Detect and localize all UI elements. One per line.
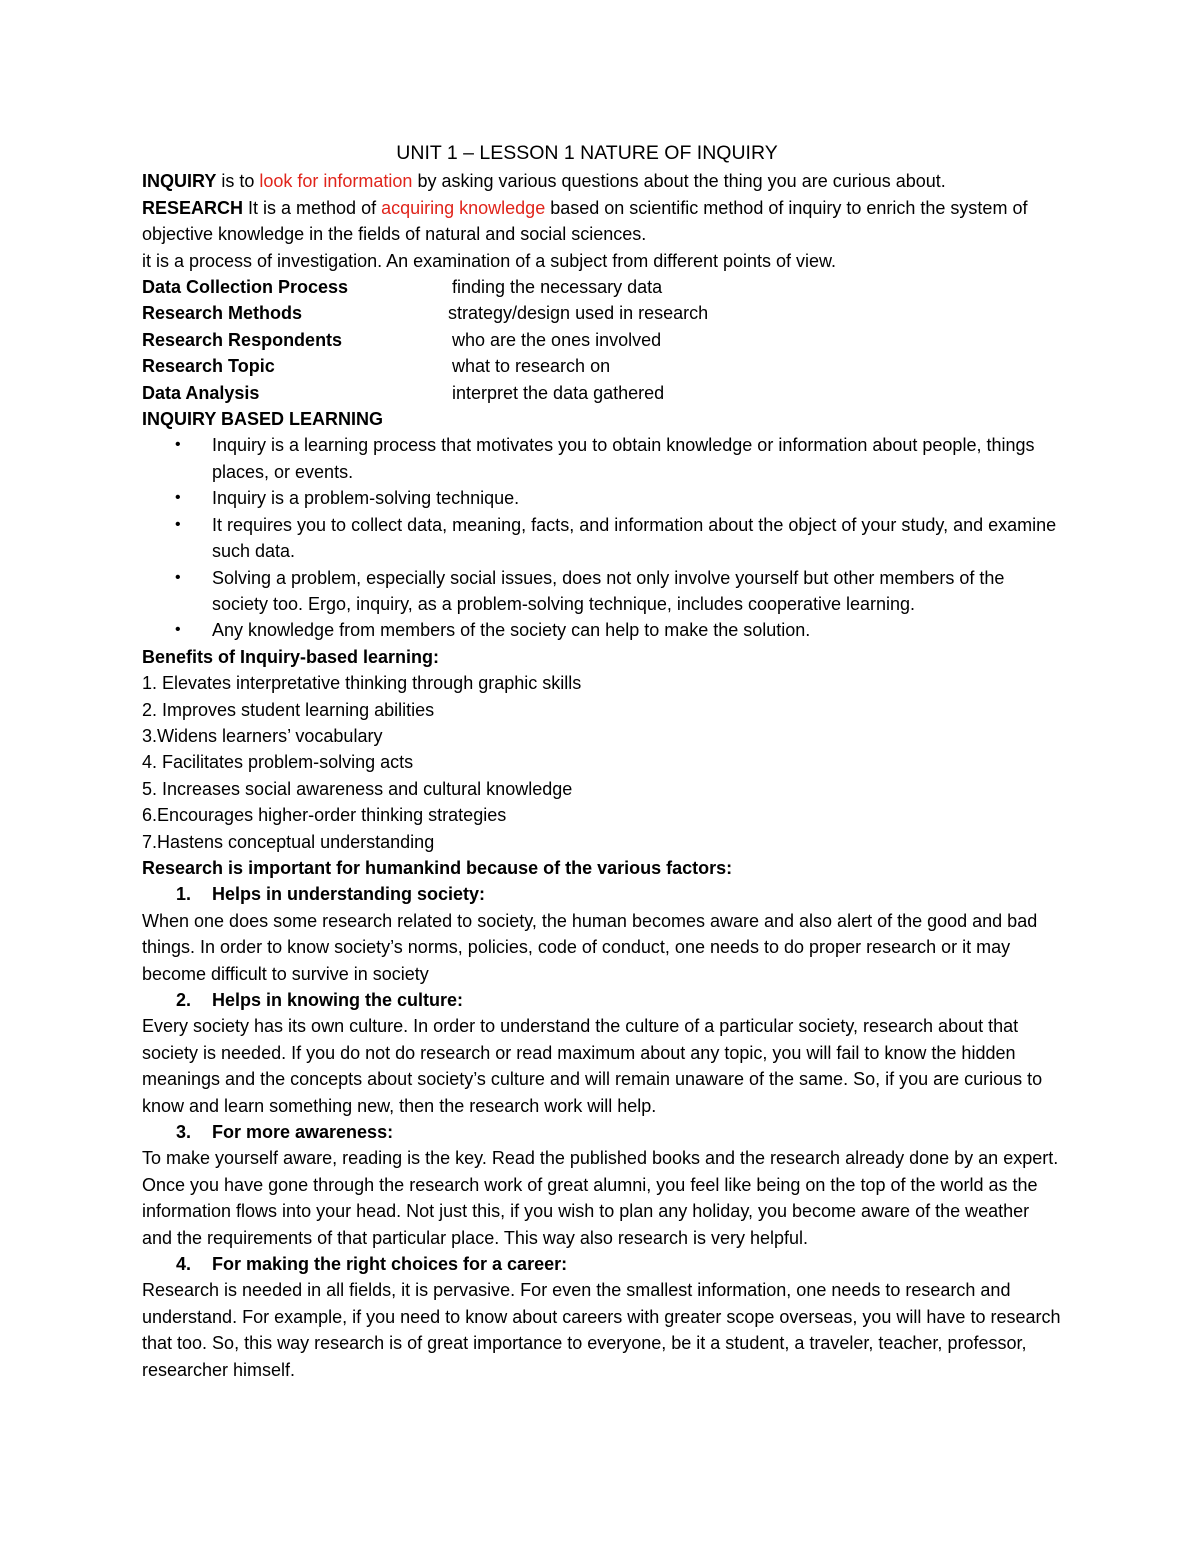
list-item: [142, 432, 1062, 485]
inquiry-highlight: look for information: [259, 171, 413, 192]
bullet-icon: •: [175, 515, 181, 533]
ibl-bullet-list: [142, 432, 1062, 643]
factor-heading: [142, 881, 1062, 907]
factor-number: 2.: [176, 990, 192, 1010]
list-item: 5. Increases social awareness and cultural knowledge: [142, 778, 573, 799]
term-definition: who are the ones involved: [452, 329, 662, 350]
factor-heading: [142, 1119, 1062, 1145]
term-row: [142, 274, 1062, 300]
ibl-heading: INQUIRY BASED LEARNING: [142, 409, 384, 430]
term-definition: interpret the data gathered: [452, 382, 665, 403]
term-name: Data Analysis: [142, 382, 260, 403]
bullet-icon: •: [175, 621, 181, 639]
term-definition: strategy/design used in research: [448, 303, 709, 324]
bullet-text: Solving a problem, especially social issues, does not only involve yourself but other members of the society too. Ergo, inquiry, as a problem-solving technique, includes cooperative learning.: [212, 567, 1005, 614]
term-name: Research Respondents: [142, 329, 343, 350]
term-row: [142, 327, 1062, 353]
bullet-icon: •: [175, 568, 181, 586]
factor-title: For making the right choices for a career:: [212, 1254, 568, 1275]
term-row: [142, 300, 1062, 326]
factor-text: When one does some research related to society, the human becomes aware and also alert of the good and bad things. In order to know society’s norms, policies, code of conduct, one needs to do proper research or it may become difficult to survive in society: [142, 910, 1038, 984]
bullet-text: It requires you to collect data, meaning, facts, and information about the object of your study, and examine such data.: [212, 514, 1057, 562]
term-row: [142, 353, 1062, 379]
factor-heading: [142, 987, 1062, 1013]
list-item: 3.Widens learners’ vocabulary: [142, 725, 383, 746]
factor-text: Research is needed in all fields, it is pervasive. For even the smallest information, one needs to research and understand. For example, if you need to know about careers with greater scope overseas, you will have to research that too. So, this way research is of great importance to everyone, be it a student, a traveler, teacher, professor, researcher himself.: [142, 1280, 1061, 1380]
research-line2: it is a process of investigation. An examination of a subject from different points of view.: [142, 250, 837, 271]
term-name: Data Collection Process: [142, 277, 349, 298]
page-title: UNIT 1 – LESSON 1 NATURE OF INQUIRY: [396, 142, 778, 164]
inquiry-pre: is to: [216, 171, 260, 192]
list-item: [142, 485, 1062, 511]
list-item: [142, 512, 1062, 565]
factor-title: Helps in understanding society:: [212, 884, 486, 905]
list-item: 7.Hastens conceptual understanding: [142, 831, 435, 852]
factor-title: Helps in knowing the culture:: [212, 990, 464, 1010]
list-item: 2. Improves student learning abilities: [142, 699, 435, 720]
list-item: 6.Encourages higher-order thinking strategies: [142, 805, 507, 826]
term-definition: what to research on: [452, 356, 611, 377]
list-item: 4. Facilitates problem-solving acts: [142, 752, 414, 773]
factor-heading: [142, 1251, 1062, 1277]
list-item: [142, 565, 1062, 618]
terms-list: [142, 274, 1062, 406]
research-post: based on scientific method of inquiry to enrich the system of objective knowledge in the fields of natural and social sciences.: [142, 197, 1028, 245]
list-item: [142, 617, 1062, 643]
factor-number: 4.: [176, 1254, 192, 1275]
bullet-icon: •: [175, 489, 181, 507]
factor-number: 1.: [176, 884, 192, 905]
factor-section: [142, 987, 1062, 1119]
factor-text: To make yourself aware, reading is the key. Read the published books and the research already done by an expert. Once you have gone through the research work of great alumni, you feel like being on the top of the world as the information flows into your head. Not just this, if you wish to plan any holiday, you become aware of the weather and the requirements of that particular place. This way also research is very helpful.: [142, 1148, 1059, 1248]
research-definition: [142, 195, 1062, 248]
factor-text: Every society has its own culture. In order to understand the culture of a particular society, research about that society is needed. If you do not do research or read maximum about any topic, you will fail to know the hidden meanings and the concepts about society’s culture and will remain unaware of the same. So, if you are curious to know and learn something new, then the research work will help.: [142, 1016, 1043, 1116]
factor-title: For more awareness:: [212, 1122, 394, 1143]
bullet-text: Any knowledge from members of the society can help to make the solution.: [212, 620, 811, 641]
benefits-list: [142, 670, 1062, 855]
research-pre: It is a method of: [243, 197, 382, 218]
factor-section: [142, 1119, 1062, 1251]
research-term: RESEARCH: [142, 197, 244, 218]
term-name: Research Topic: [142, 356, 275, 377]
importance-heading: Research is important for humankind because of the various factors:: [142, 857, 733, 878]
inquiry-post: by asking various questions about the thing you are curious about.: [412, 171, 946, 192]
list-item: 1. Elevates interpretative thinking through graphic skills: [142, 673, 582, 694]
research-highlight: acquiring knowledge: [381, 197, 546, 218]
bullet-text: Inquiry is a problem-solving technique.: [212, 488, 520, 509]
term-name: Research Methods: [142, 303, 303, 324]
document-page: [142, 140, 1062, 1383]
term-row: [142, 380, 1062, 406]
factor-section: [142, 1251, 1062, 1383]
bullet-text: Inquiry is a learning process that motivates you to obtain knowledge or information about people, things places, or events.: [212, 435, 1035, 482]
bullet-icon: •: [175, 436, 181, 454]
inquiry-definition: [142, 168, 1062, 194]
term-definition: finding the necessary data: [452, 277, 663, 298]
benefits-heading: Benefits of Inquiry-based learning:: [142, 646, 440, 667]
factor-section: [142, 881, 1062, 987]
inquiry-term: INQUIRY: [142, 171, 217, 192]
factor-number: 3.: [176, 1122, 192, 1143]
